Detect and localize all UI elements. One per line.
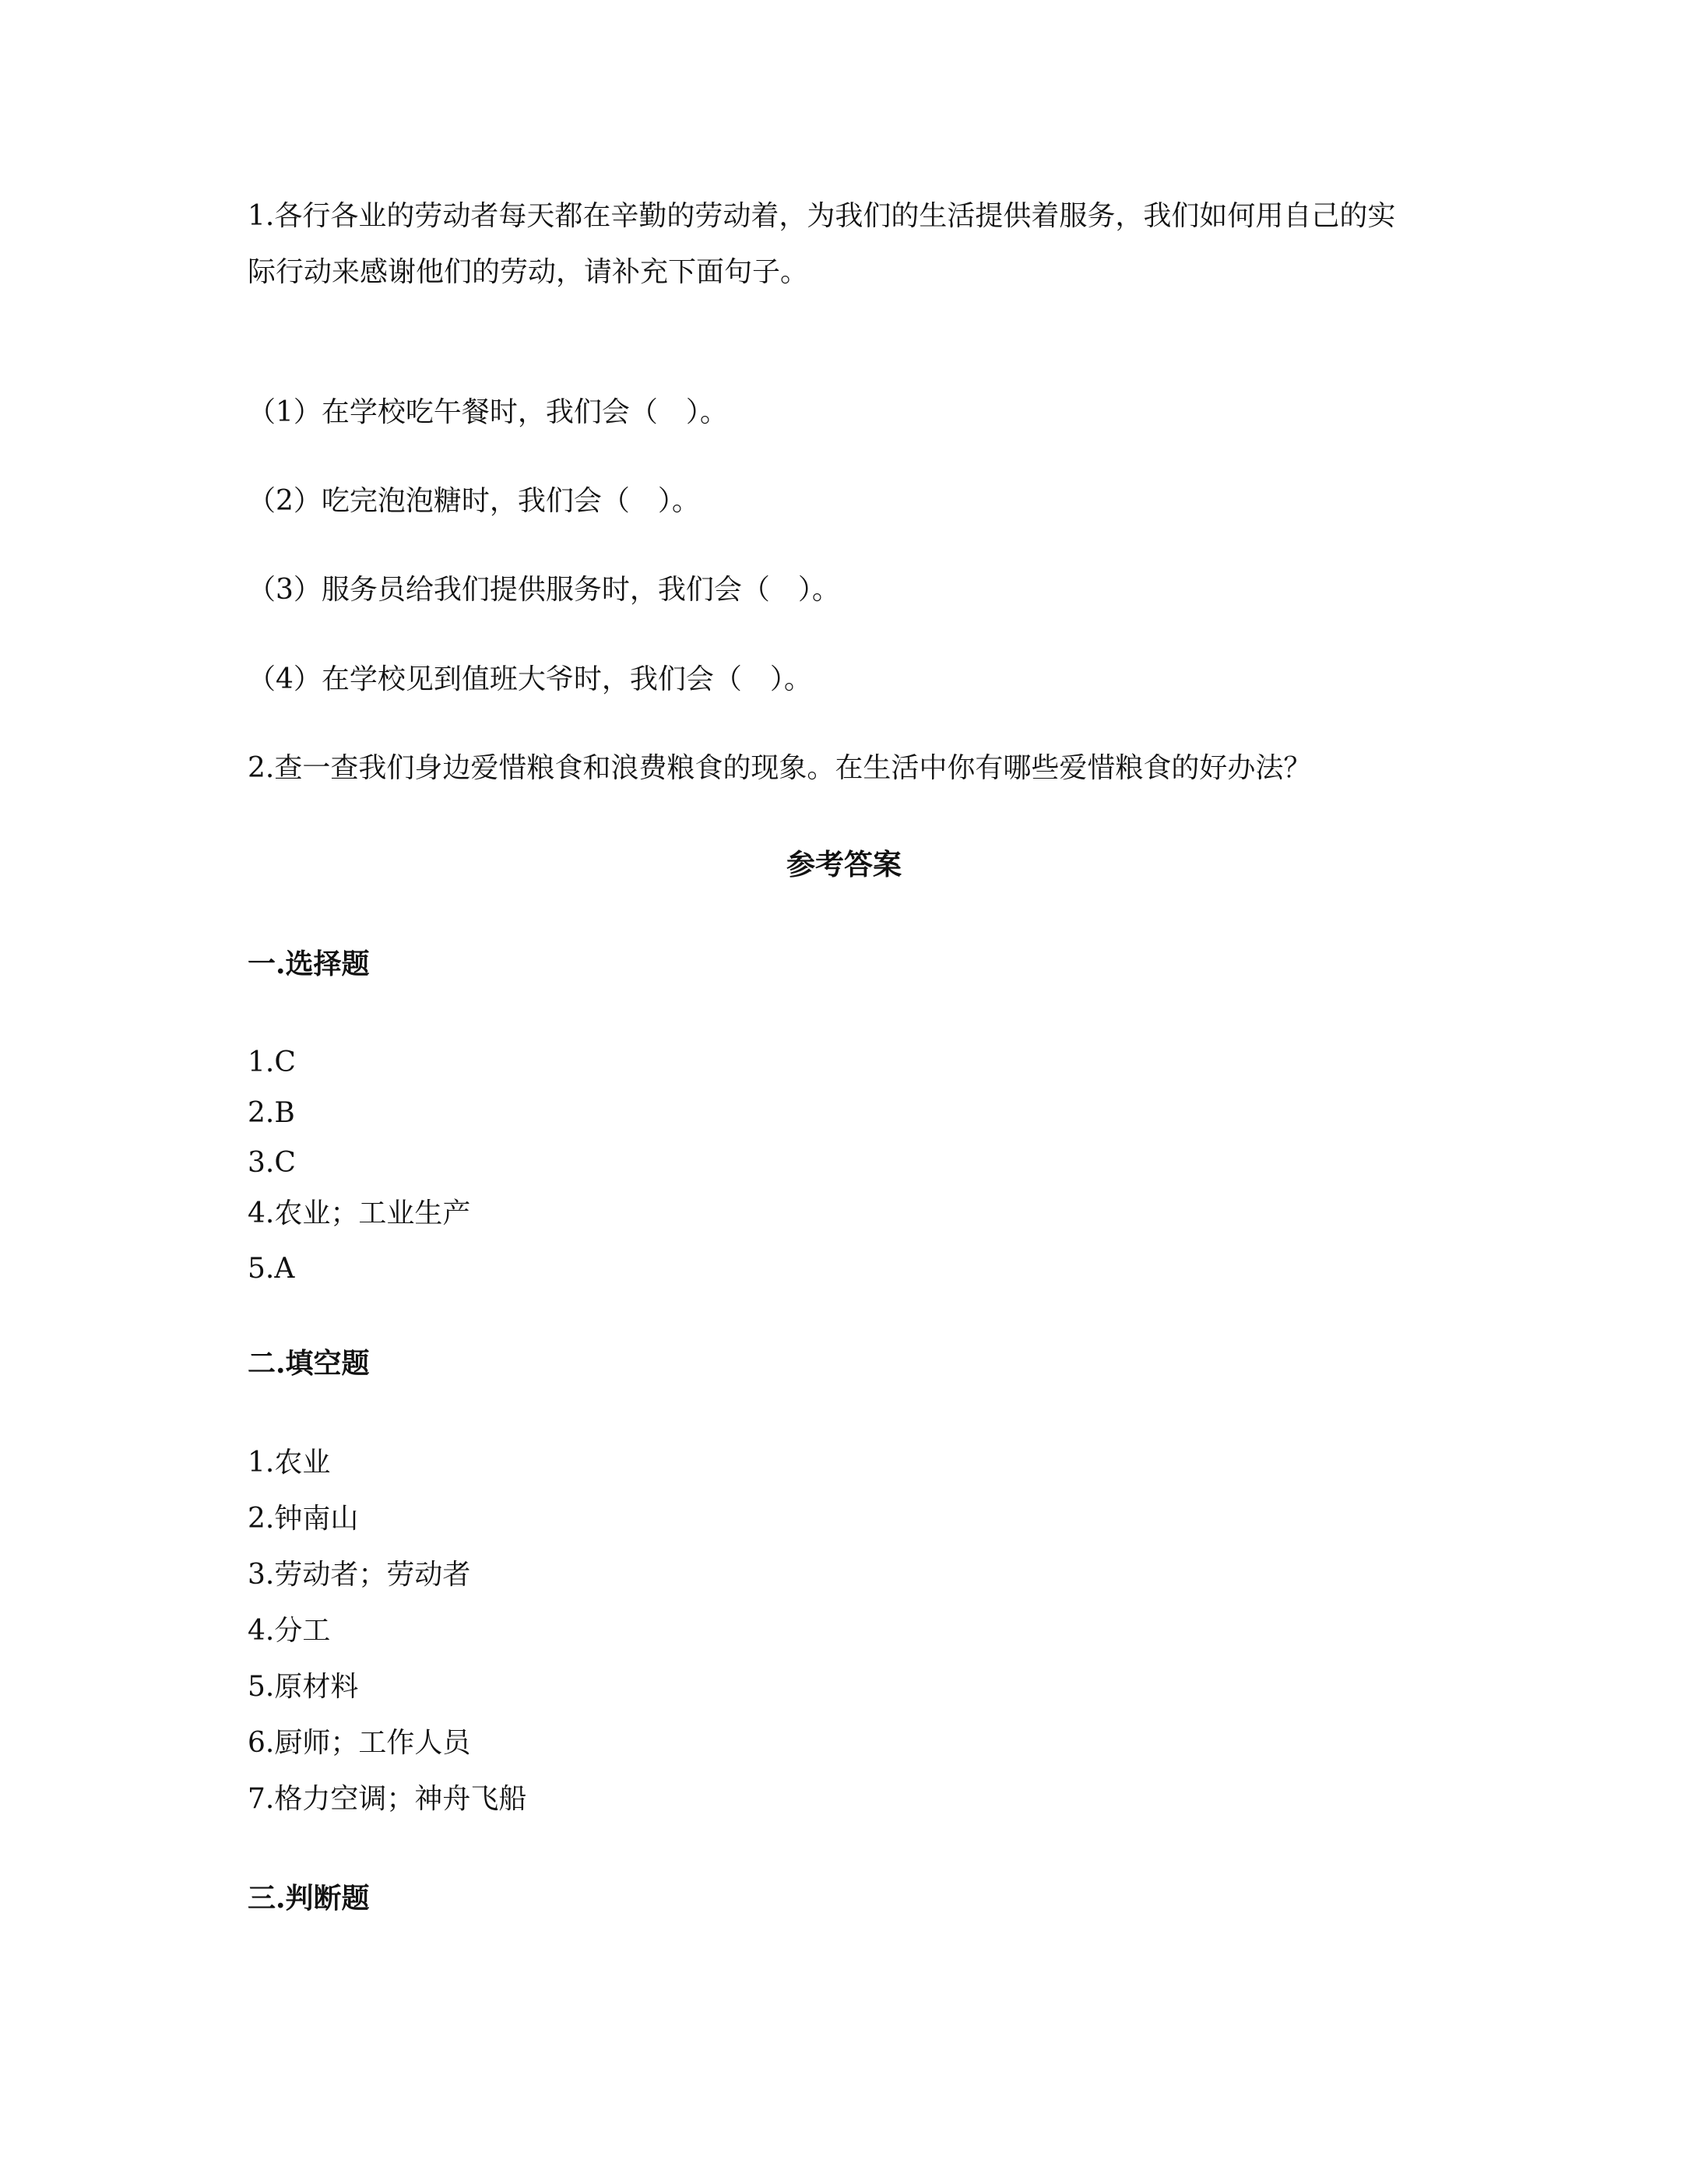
question-1-item-2: （2）吃完泡泡糖时，我们会（ ）。: [248, 485, 700, 517]
section-2-answer-1: 1.农业: [248, 1447, 331, 1479]
section-2-heading: 二.填空题: [248, 1347, 370, 1380]
section-1-answer-4: 4.农业；工业生产: [248, 1198, 471, 1229]
section-2-answer-4: 4.分工: [248, 1615, 331, 1647]
section-1-answer-2: 2.B: [248, 1097, 295, 1129]
section-2-answer-3: 3.劳动者；劳动者: [248, 1559, 471, 1591]
section-2-answer-2: 2.钟南山: [248, 1503, 359, 1535]
section-2-answer-6: 6.厨师；工作人员: [248, 1727, 471, 1759]
question-1-line-2: 际行动来感谢他们的劳动，请补充下面句子。: [248, 256, 809, 288]
section-1-heading: 一.选择题: [248, 948, 370, 980]
question-1-item-1: （1）在学校吃午餐时，我们会（ ）。: [248, 396, 728, 428]
section-2-answer-7: 7.格力空调；神舟飞船: [248, 1783, 527, 1815]
section-3-heading: 三.判断题: [248, 1882, 370, 1915]
section-1-answer-1: 1.C: [248, 1046, 296, 1078]
question-1-item-4: （4）在学校见到值班大爷时，我们会（ ）。: [248, 663, 812, 695]
section-1-answer-5: 5.A: [248, 1253, 295, 1285]
question-1-line-1: 1.各行各业的劳动者每天都在辛勤的劳动着，为我们的生活提供着服务，我们如何用自己的实: [248, 200, 1396, 232]
section-1-answer-3: 3.C: [248, 1147, 296, 1179]
question-2: 2.查一查我们身边爱惜粮食和浪费粮食的现象。在生活中你有哪些爱惜粮食的好办法？: [248, 752, 1312, 784]
section-2-answer-5: 5.原材料: [248, 1671, 359, 1703]
question-1-item-3: （3）服务员给我们提供服务时，我们会（ ）。: [248, 574, 840, 606]
answers-title: 参考答案: [786, 847, 902, 881]
